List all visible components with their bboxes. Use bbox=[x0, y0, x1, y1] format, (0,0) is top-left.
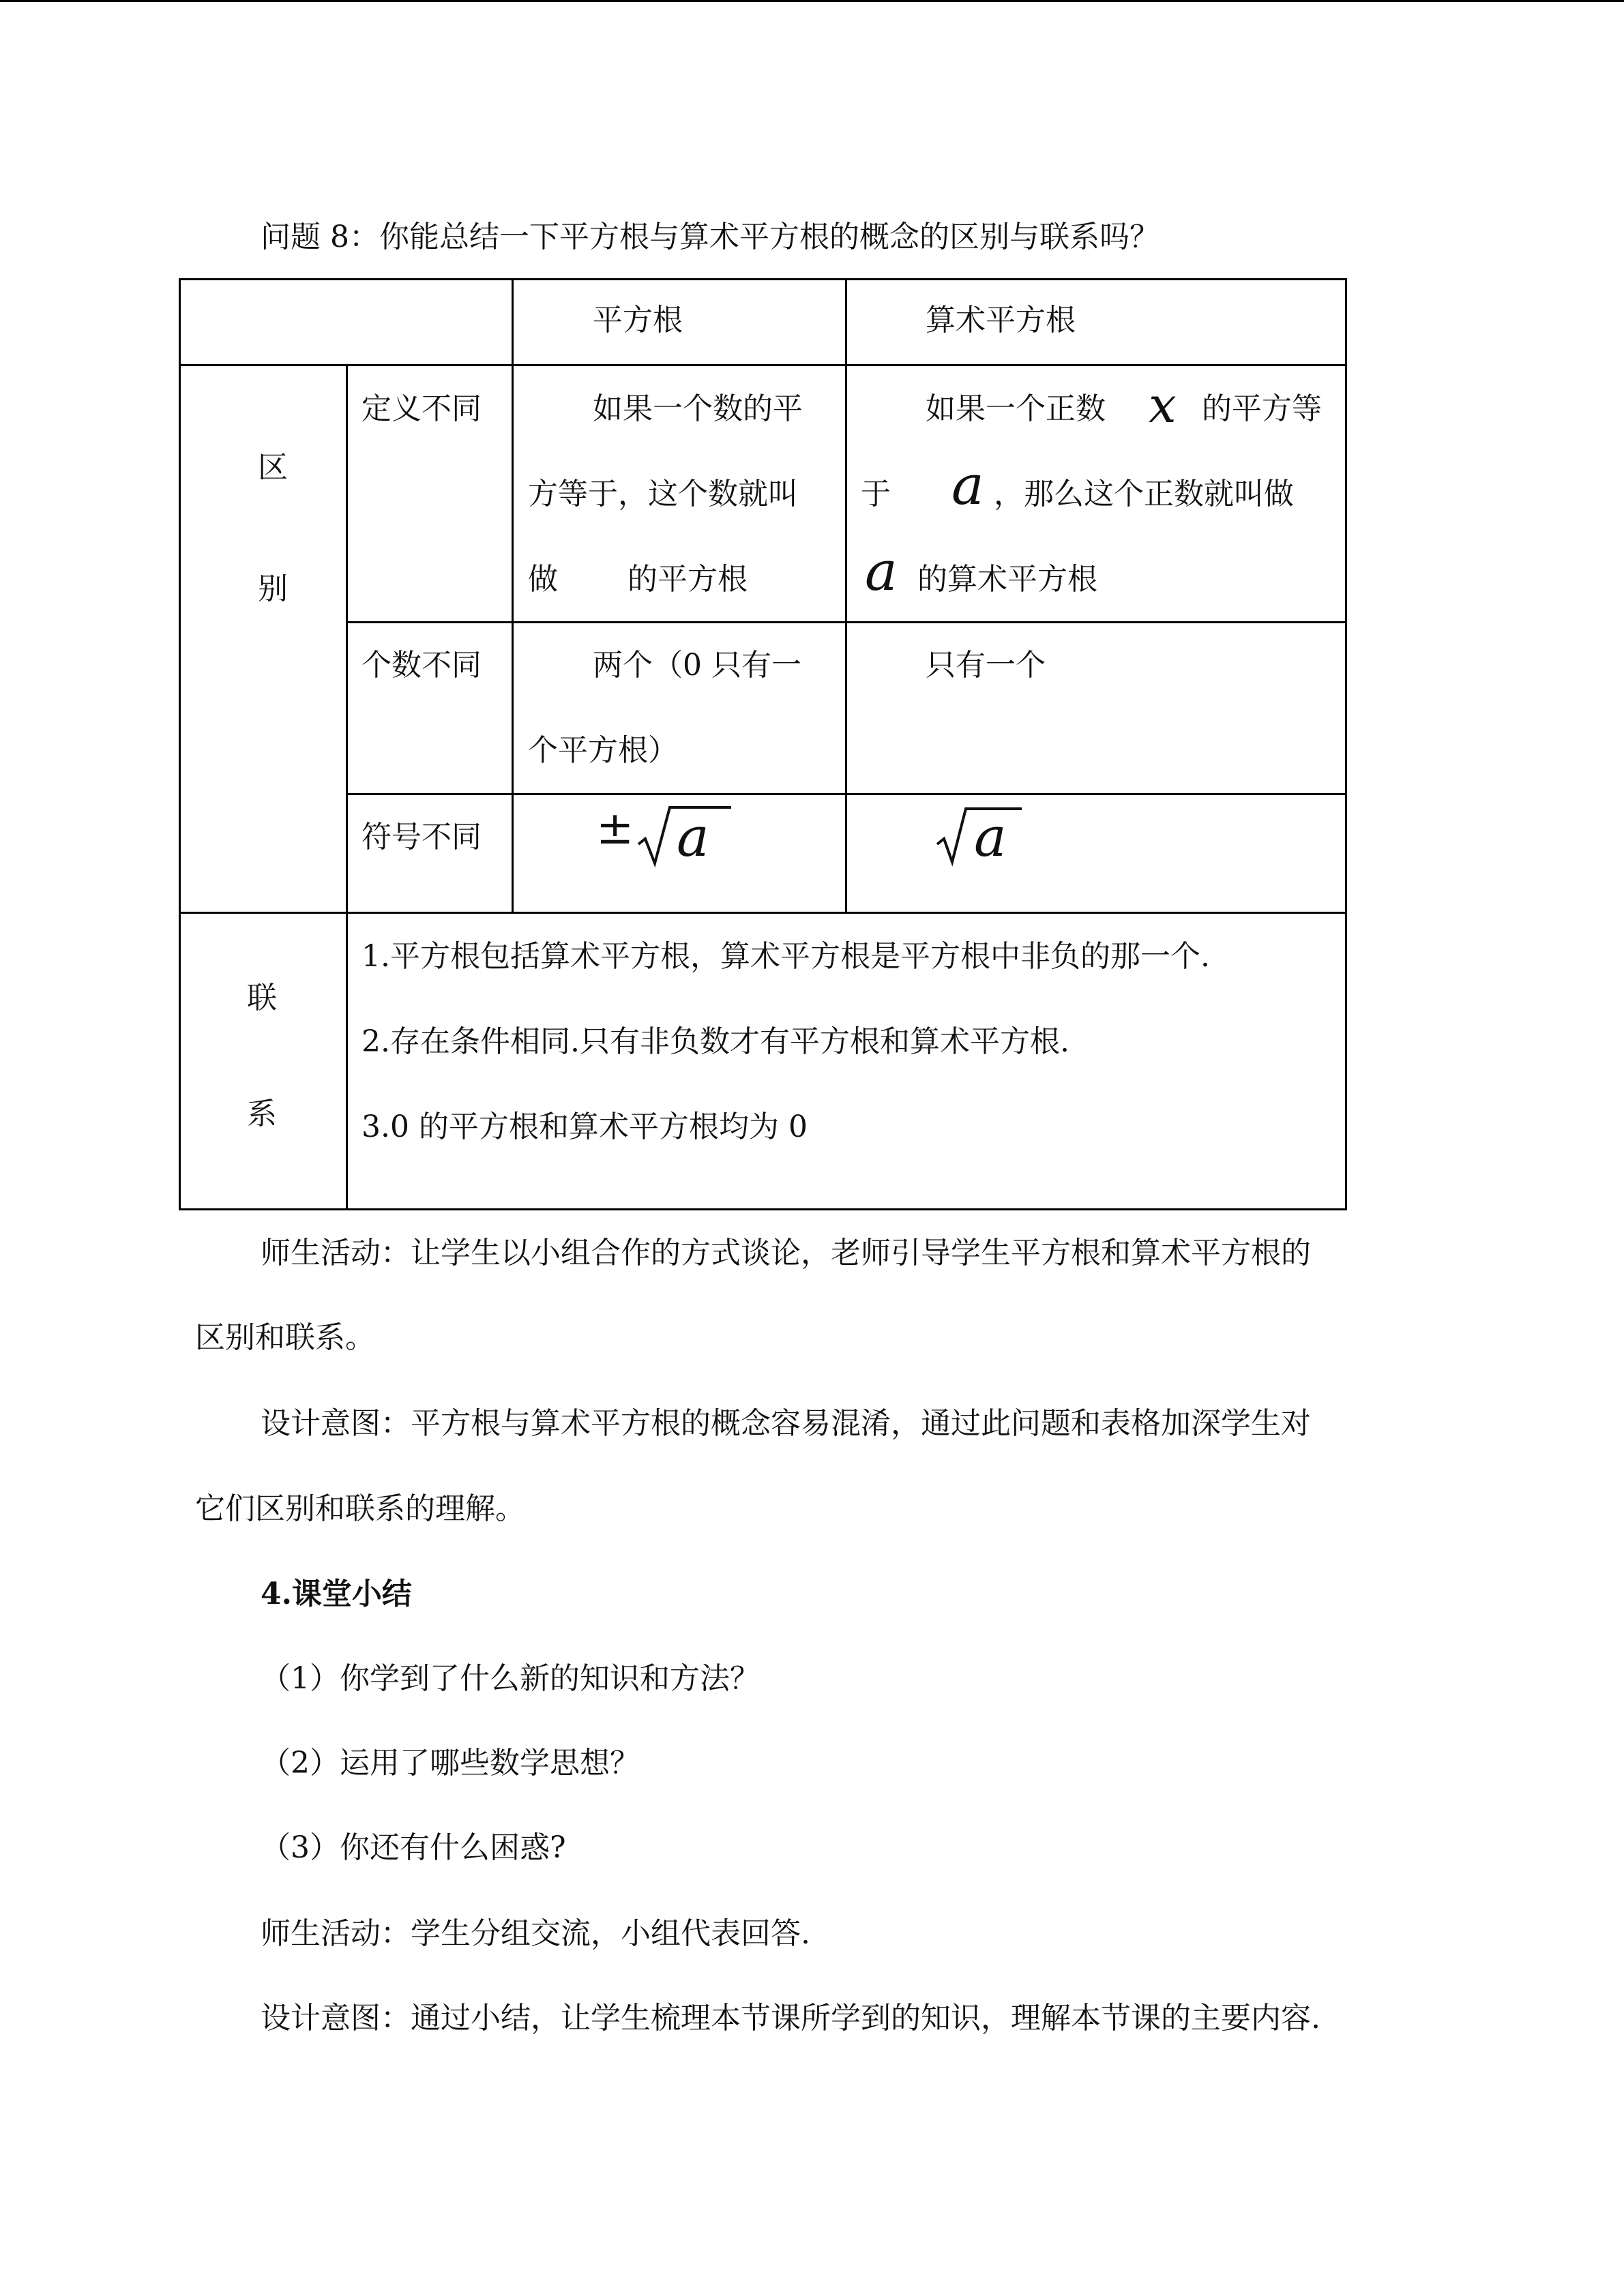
link-item-3: 3.0 的平方根和算术平方根均为 0 bbox=[361, 1109, 808, 1144]
intent-2: 设计意图：通过小结，让学生梳理本节课所学到的知识，理解本节课的主要内容. bbox=[261, 2001, 1320, 2036]
activity-1-line-2: 区别和联系。 bbox=[195, 1320, 375, 1355]
table-border-left bbox=[179, 278, 181, 1210]
header-square-root: 平方根 bbox=[593, 303, 683, 338]
summary-question-2: （2）运用了哪些数学思想？ bbox=[261, 1746, 640, 1780]
count-sq-line-2: 个平方根） bbox=[528, 733, 678, 768]
section-difference-char-1: 区 bbox=[258, 450, 288, 485]
activity-2: 师生活动：学生分组交流，小组代表回答. bbox=[261, 1916, 810, 1951]
def-ar-line-1-post: 的平方等 bbox=[1202, 391, 1322, 426]
table-col-divider-3 bbox=[845, 278, 847, 914]
plus-minus-sign: ± bbox=[596, 802, 634, 854]
activity-1-line-1: 师生活动：让学生以小组合作的方式谈论，老师引导学生平方根和算术平方根的 bbox=[261, 1236, 1311, 1270]
def-ar-variable-a-2: a bbox=[865, 539, 898, 603]
header-arith-root: 算术平方根 bbox=[926, 303, 1076, 338]
question-8: 问题 8：你能总结一下平方根与算术平方根的概念的区别与联系吗？ bbox=[261, 220, 1160, 254]
section-difference-char-2: 别 bbox=[258, 571, 288, 606]
table-border-top bbox=[179, 278, 1347, 280]
table-col-divider-2 bbox=[512, 278, 514, 914]
def-sq-line-3a: 做 bbox=[528, 562, 558, 597]
def-sq-line-2: 方等于，这个数就叫 bbox=[528, 477, 798, 511]
link-item-2: 2.存在条件相同.只有非负数才有平方根和算术平方根. bbox=[361, 1024, 1069, 1059]
comparison-table bbox=[179, 278, 1347, 1210]
intent-1-line-1: 设计意图：平方根与算术平方根的概念容易混淆，通过此问题和表格加深学生对 bbox=[261, 1406, 1311, 1441]
def-sq-line-3b: 的平方根 bbox=[628, 562, 748, 597]
def-ar-variable-x: x bbox=[1149, 376, 1177, 434]
def-ar-line-1-pre: 如果一个正数 bbox=[926, 391, 1106, 426]
table-border-right bbox=[1345, 278, 1347, 1210]
count-sq-line-1: 两个（0 只有一 bbox=[593, 648, 801, 683]
table-col-divider-1 bbox=[346, 364, 348, 1210]
row-label-count: 个数不同 bbox=[361, 648, 482, 683]
def-ar-variable-a-1: a bbox=[951, 453, 984, 517]
sqrt-a bbox=[936, 803, 1038, 869]
intent-1-line-2: 它们区别和联系的理解。 bbox=[195, 1491, 525, 1526]
section-link-char-2: 系 bbox=[247, 1097, 277, 1131]
def-ar-line-2-post: ，那么这个正数就叫做 bbox=[994, 477, 1294, 511]
summary-question-3: （3）你还有什么困惑? bbox=[261, 1830, 566, 1865]
row-label-symbol: 符号不同 bbox=[361, 820, 482, 854]
section-link-char-1: 联 bbox=[247, 981, 277, 1015]
table-section-divider bbox=[179, 912, 1347, 914]
def-ar-line-2-pre: 于 bbox=[861, 477, 891, 511]
def-sq-line-1: 如果一个数的平 bbox=[593, 391, 803, 426]
table-header-divider bbox=[179, 364, 1347, 366]
page-top-border bbox=[0, 0, 1624, 2]
count-ar: 只有一个 bbox=[926, 648, 1046, 683]
plus-minus-sqrt-a bbox=[596, 803, 733, 869]
sqrt-radicand-a-2: a bbox=[974, 805, 1007, 869]
sqrt-radicand-a: a bbox=[677, 805, 709, 869]
summary-question-1: （1）你学到了什么新的知识和方法？ bbox=[261, 1661, 760, 1696]
link-item-1: 1.平方根包括算术平方根，算术平方根是平方根中非负的那一个. bbox=[361, 939, 1210, 974]
section-4-title: 4.课堂小结 bbox=[261, 1577, 412, 1611]
def-ar-line-3-post: 的算术平方根 bbox=[917, 562, 1097, 597]
table-border-bottom bbox=[179, 1208, 1347, 1210]
row-label-definition: 定义不同 bbox=[361, 391, 482, 426]
